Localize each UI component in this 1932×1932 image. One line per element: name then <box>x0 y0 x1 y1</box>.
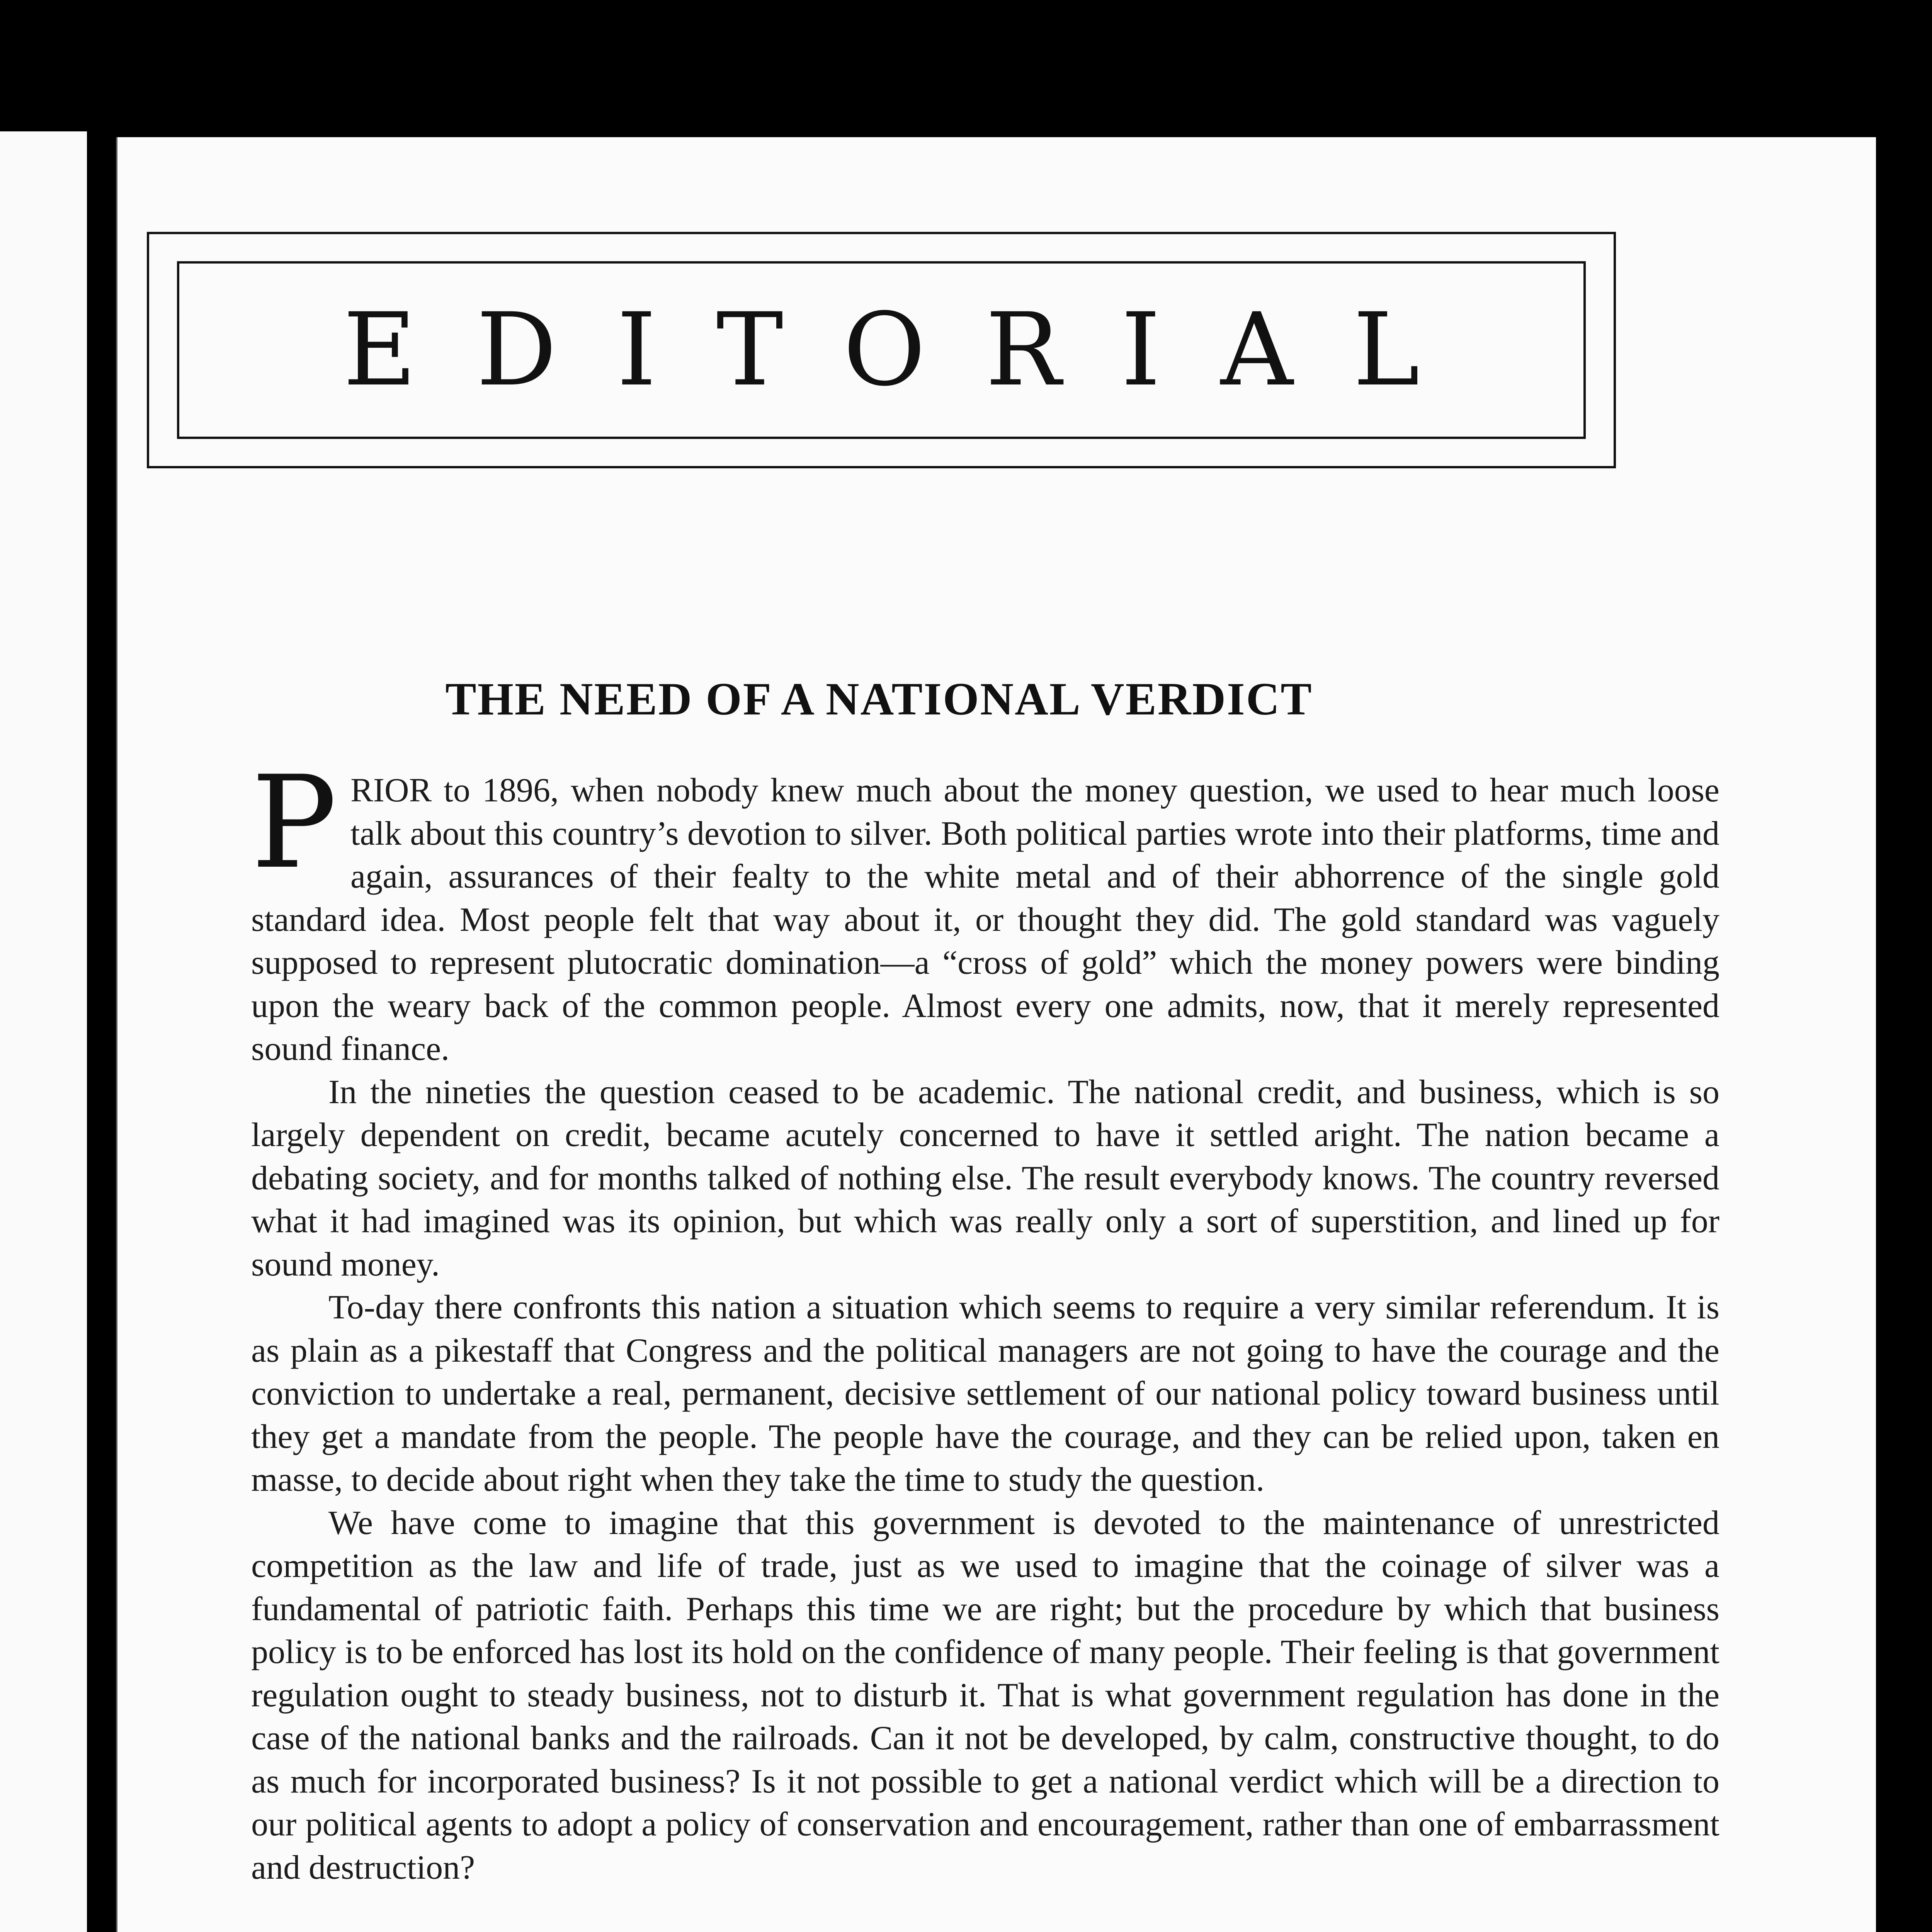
masthead-title: EDITORIAL <box>343 292 1480 408</box>
paragraph-text: RIOR to 1896, when nobody knew much about the money question, we used to hear much loose talk about this country’s devotion to silver. Both political parties wrote into their platforms, time and again, assurances of their fealty to the white metal and of their abhorrence of the single gold standard idea. Most people felt that way about it, or thought they did. The gold standard was vaguely supposed to represent plutocratic domination—a “cross of gold” which the money powers were binding upon the weary back of the common people. Almost every one admits, now, that it merely represented sound finance. <box>251 772 1719 1068</box>
page-gutter-line <box>116 137 117 1932</box>
editorial-masthead <box>147 232 1616 468</box>
paragraph <box>251 748 1719 1071</box>
paragraph: We have come to imagine that this government is devoted to the maintenance of unrestricted competition as the law and life of trade, just as we used to imagine that the coinage of silver was a fundamental of patriotic faith. Perhaps this time we are right; but the procedure by which that business policy is to be enforced has lost its hold on the confidence of many people. Their feeling is that government regulation ought to steady business, not to disturb it. That is what government regulation has done in the case of the national banks and the railroads. Can it not be developed, by calm, constructive thought, to do as much for incorporated business? Is it not possible to get a national verdict which will be a direction to our political agents to adopt a policy of conservation and encouragement, rather than one of embarrassment and destruction? <box>251 1504 1719 1886</box>
article-body <box>251 748 1719 1889</box>
previous-page-edge <box>0 131 87 1932</box>
article-title: THE NEED OF A NATIONAL VERDICT <box>445 673 1313 724</box>
paragraph: To-day there confronts this nation a situation which seems to require a very similar referendum. It is as plain as a pikestaff that Congress and the political managers are not going to have the courage and the conviction to undertake a real, permanent, decisive settlement of our national policy toward business until they get a mandate from the people. The people have the courage, and they can be relied upon, taken en masse, to decide about right when they take the time to study the question. <box>251 1289 1719 1498</box>
paragraph: In the nineties the question ceased to be academic. The national credit, and business, which is so largely dependent on credit, became acutely concerned to have it settled aright. The nation became a debating society, and for months talked of nothing else. The result everybody knows. The country reversed what it had imagined was its opinion, but which was really only a sort of superstition, and lined up for sound money. <box>251 1073 1719 1283</box>
masthead-inner-frame <box>177 261 1586 439</box>
drop-cap: P <box>251 748 337 897</box>
